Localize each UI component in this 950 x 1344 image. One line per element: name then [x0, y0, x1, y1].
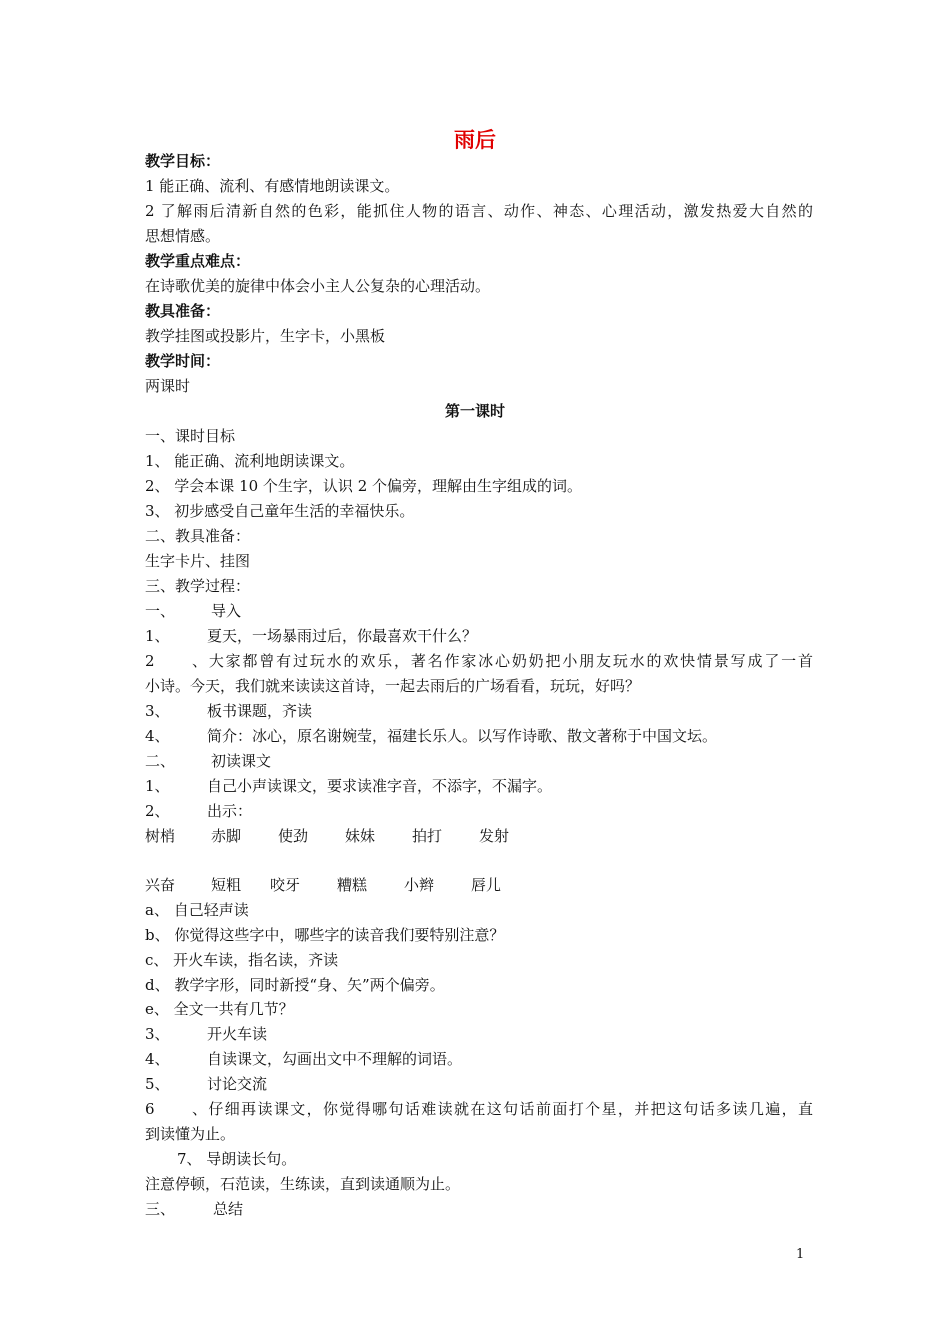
item-text: 出示：	[207, 802, 253, 820]
list-item	[145, 1022, 813, 1047]
vocab-word: 使劲	[278, 827, 309, 845]
section-3-heading: 三、教学过程：	[145, 577, 251, 595]
section-1-item: 2、 学会本课 10 个生字，认识 2 个偏旁，理解由生字组成的词。	[145, 477, 583, 495]
section-1-item: 1、 能正确、流利地朗读课文。	[145, 452, 355, 470]
part-number: 一、	[145, 602, 176, 620]
item-text: 讨论交流	[207, 1075, 268, 1093]
sub-item: b、 你觉得这些字中，哪些字的读音我们要特别注意？	[145, 926, 505, 944]
page-title: 雨后	[454, 128, 496, 152]
part-1-heading	[145, 599, 813, 624]
vocab-word: 糟糕	[337, 876, 368, 894]
objective-1: 1 能正确、流利、有感情地朗读课文。	[145, 177, 400, 195]
vocab-row-2	[145, 873, 813, 898]
part-number: 三、	[145, 1200, 176, 1218]
sub-item: e、 全文一共有几节？	[145, 1000, 294, 1018]
vocab-word: 小辫	[404, 876, 435, 894]
sub-item: c、 开火车读，指名读，齐读	[145, 951, 339, 969]
time-heading: 教学时间：	[145, 352, 221, 370]
item-number: 6、	[145, 1100, 207, 1118]
item-number: 2、	[145, 652, 207, 670]
item-text: 简介：冰心，原名谢婉莹，福建长乐人。以写作诗歌、散文著称于中国文坛。	[207, 727, 718, 745]
key-heading: 教学重点难点：	[145, 252, 251, 270]
list-item-cont: 小诗。今天，我们就来读读这首诗，一起去雨后的广场看看，玩玩，好吗？	[145, 677, 641, 695]
objective-2-cont: 思想情感。	[145, 227, 221, 245]
vocab-word: 咬牙	[270, 876, 301, 894]
item-number: 1、	[145, 627, 170, 645]
list-item	[145, 1072, 813, 1097]
list-item	[145, 724, 813, 749]
section-2-text: 生字卡片、挂图	[145, 552, 251, 570]
objectives-heading: 教学目标：	[145, 152, 221, 170]
item-text: 开火车读	[207, 1025, 268, 1043]
vocab-word: 短粗	[211, 876, 242, 894]
vocab-word: 树梢	[145, 827, 176, 845]
list-item-7: 7、 导朗读长句。	[177, 1150, 297, 1168]
list-item	[145, 774, 813, 799]
tools-text: 教学挂图或投影片，生字卡，小黑板	[145, 327, 386, 345]
section-1-item: 3、 初步感受自己童年生活的幸福快乐。	[145, 502, 415, 520]
section-2-heading: 二、教具准备：	[145, 527, 251, 545]
item-number: 3、	[145, 702, 170, 720]
item-text: 板书课题，齐读	[207, 702, 313, 720]
list-item	[145, 1097, 813, 1122]
item-text: 自读课文，勾画出文中不理解的词语。	[207, 1050, 463, 1068]
list-item	[145, 699, 813, 724]
section-1-heading: 一、课时目标	[145, 427, 236, 445]
list-item-cont: 到读懂为止。	[145, 1125, 236, 1143]
vocab-word: 发射	[479, 827, 510, 845]
vocab-word: 拍打	[412, 827, 443, 845]
page-number: 1	[796, 1247, 805, 1262]
item-number: 4、	[145, 1050, 170, 1068]
vocab-word: 唇儿	[471, 876, 502, 894]
vocab-row-1	[145, 824, 813, 849]
item-text: 仔细再读课文，你觉得哪句话难读就在这句话前面打个星，并把这句话多读几遍，直	[207, 1100, 813, 1118]
list-item	[145, 624, 813, 649]
part-2-heading	[145, 749, 813, 774]
vocab-word: 兴奋	[145, 876, 176, 894]
item-text: 自己小声读课文，要求读准字音，不添字，不漏字。	[207, 777, 553, 795]
part-title: 初读课文	[211, 752, 272, 770]
item-text: 大家都曾有过玩水的欢乐，著名作家冰心奶奶把小朋友玩水的欢快情景写成了一首	[207, 652, 813, 670]
list-item	[145, 649, 813, 674]
part-3-heading	[145, 1197, 813, 1222]
list-item	[145, 799, 813, 824]
item-text: 夏天，一场暴雨过后，你最喜欢干什么？	[207, 627, 478, 645]
list-item	[145, 1047, 813, 1072]
part-title: 总结	[213, 1200, 244, 1218]
vocab-word: 赤脚	[211, 827, 242, 845]
list-item-7-text: 注意停顿，石范读，生练读，直到读通顺为止。	[145, 1175, 461, 1193]
part-title: 导入	[211, 602, 242, 620]
vocab-word: 妹妹	[345, 827, 376, 845]
item-number: 1、	[145, 777, 170, 795]
lesson-heading: 第一课时	[444, 402, 505, 420]
objective-2: 2 了解雨后清新自然的色彩，能抓住人物的语言、动作、神态、心理活动，激发热爱大自然的	[145, 202, 813, 220]
key-text: 在诗歌优美的旋律中体会小主人公复杂的心理活动。	[145, 277, 491, 295]
item-number: 4、	[145, 727, 170, 745]
time-text: 两课时	[145, 377, 191, 395]
item-number: 2、	[145, 802, 170, 820]
item-number: 3、	[145, 1025, 170, 1043]
sub-item: d、 教学字形，同时新授“身、矢”两个偏旁。	[145, 976, 445, 994]
part-number: 二、	[145, 752, 176, 770]
sub-item: a、 自己轻声读	[145, 901, 249, 919]
tools-heading: 教具准备：	[145, 302, 221, 320]
item-number: 5、	[145, 1075, 170, 1093]
